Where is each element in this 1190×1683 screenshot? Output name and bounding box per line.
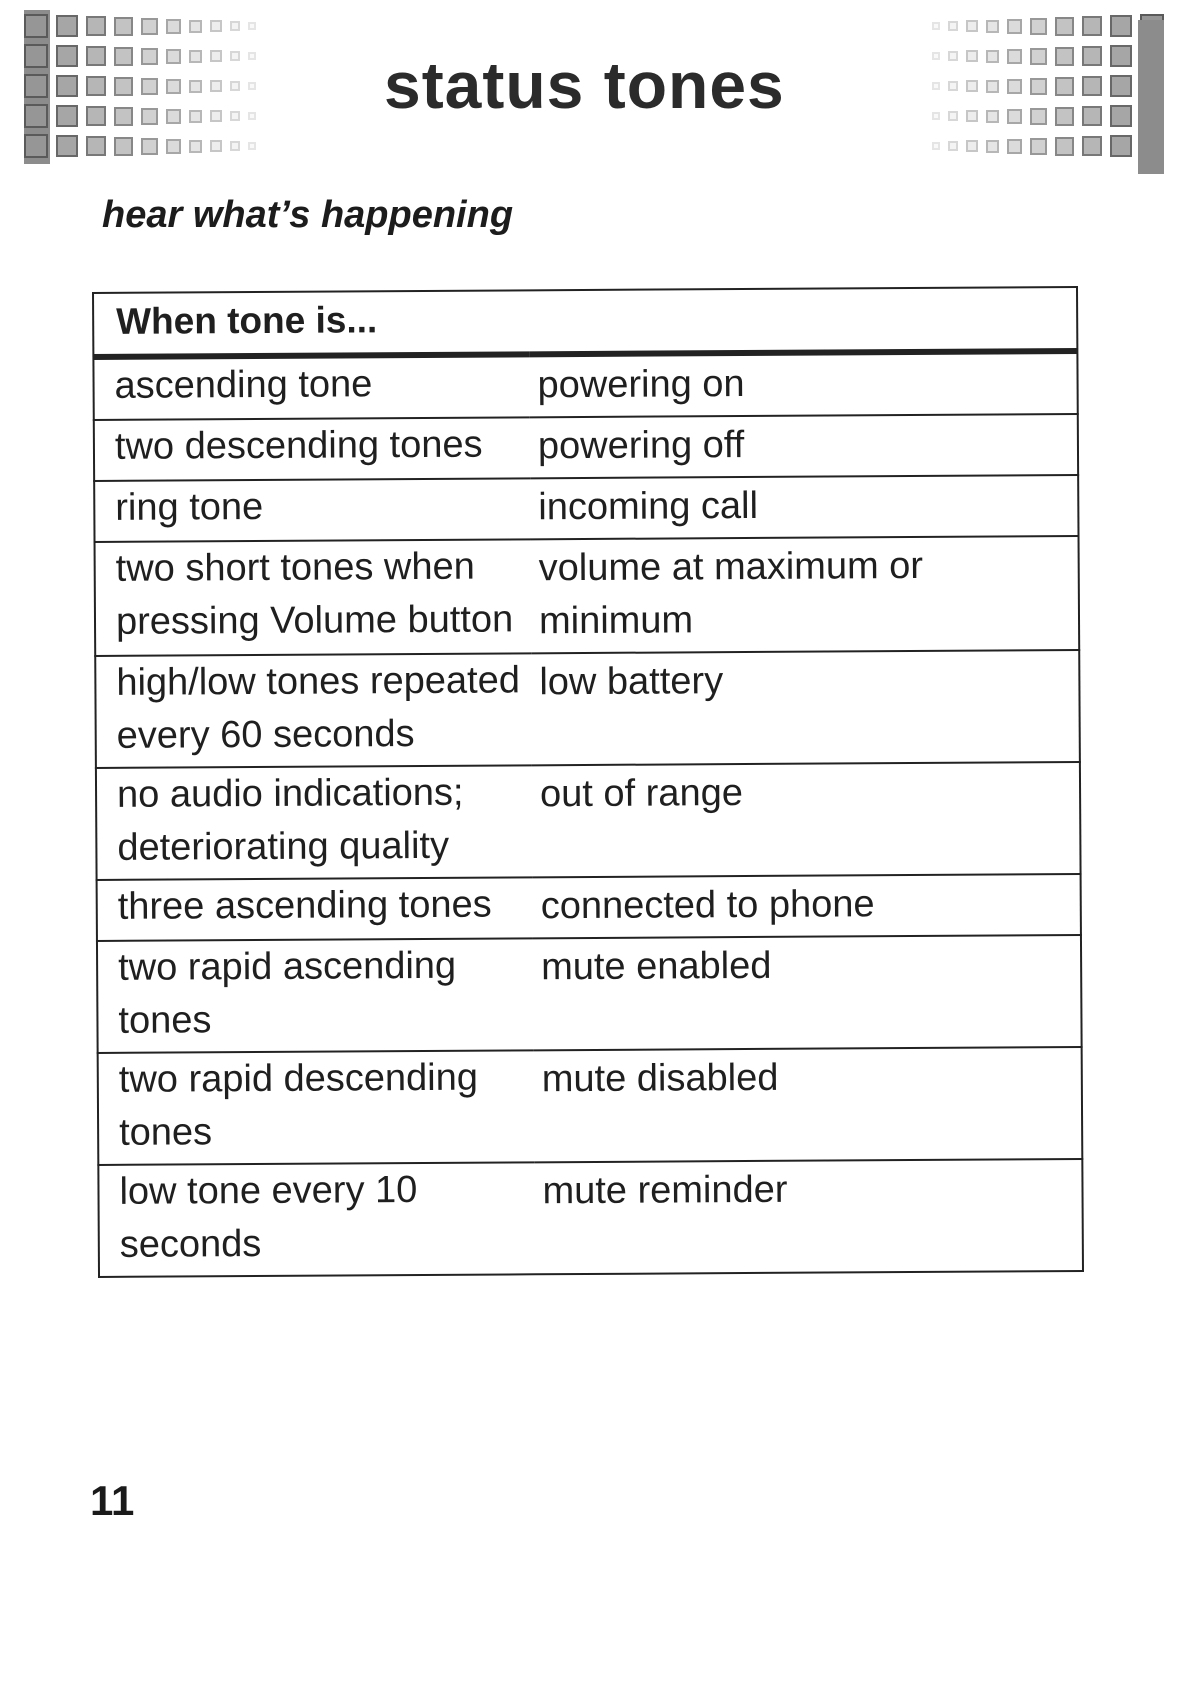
decoration-square	[1082, 106, 1102, 126]
decoration-square	[189, 80, 202, 93]
decoration-square	[189, 140, 202, 153]
decoration-square	[1007, 49, 1022, 64]
decoration-square	[932, 142, 940, 150]
decoration-square	[114, 137, 133, 156]
decoration-square	[932, 112, 940, 120]
meaning-cell: mute disabled	[534, 1047, 1083, 1162]
decoration-square	[248, 142, 256, 150]
decoration-square	[141, 78, 158, 95]
decoration-square	[948, 21, 958, 31]
decoration-square	[1055, 47, 1074, 66]
decoration-square	[932, 22, 940, 30]
decoration-square	[24, 44, 48, 68]
decoration-square	[114, 77, 133, 96]
decoration-square	[1082, 16, 1102, 36]
decoration-square	[189, 110, 202, 123]
decoration-square	[56, 135, 78, 157]
meaning-cell: low battery	[531, 650, 1080, 765]
table-row	[97, 874, 1081, 941]
decoration-square	[248, 52, 256, 60]
decoration-square	[1030, 138, 1047, 155]
table-row	[95, 650, 1080, 768]
decoration-square	[986, 140, 999, 153]
tone-cell: ascending tone	[93, 354, 529, 420]
header-square-pattern-right	[844, 14, 1164, 158]
decoration-square	[986, 20, 999, 33]
tone-cell: two rapid descending tones	[98, 1050, 535, 1165]
tone-cell: no audio indications; deteriorating quality	[96, 765, 533, 880]
decoration-row	[24, 104, 364, 128]
decoration-row	[24, 44, 364, 68]
decoration-square	[1030, 108, 1047, 125]
decoration-square	[966, 80, 978, 92]
page-header	[24, 10, 1164, 170]
decoration-square	[1007, 139, 1022, 154]
decoration-square	[966, 20, 978, 32]
meaning-cell: powering off	[530, 414, 1078, 478]
table-row	[98, 1159, 1083, 1277]
decoration-row	[24, 74, 364, 98]
decoration-square	[986, 110, 999, 123]
decoration-row	[844, 134, 1164, 158]
decoration-square	[1110, 15, 1132, 37]
decoration-row	[844, 74, 1164, 98]
decoration-square	[248, 112, 256, 120]
decoration-square	[86, 106, 106, 126]
table-header-row	[93, 287, 1077, 357]
decoration-square	[86, 16, 106, 36]
decoration-square	[189, 50, 202, 63]
decoration-square	[948, 111, 958, 121]
table-row	[93, 351, 1077, 420]
decoration-row	[24, 134, 364, 158]
decoration-square	[948, 81, 958, 91]
decoration-row	[24, 14, 364, 38]
decoration-square	[166, 139, 181, 154]
meaning-cell: connected to phone	[533, 874, 1081, 938]
decoration-square	[114, 47, 133, 66]
decoration-square	[1007, 19, 1022, 34]
decoration-square	[166, 49, 181, 64]
decoration-square	[166, 109, 181, 124]
decoration-square	[189, 20, 202, 33]
decoration-square	[932, 52, 940, 60]
table-row	[96, 762, 1081, 880]
tone-cell: two rapid ascending tones	[97, 938, 534, 1053]
decoration-square	[56, 105, 78, 127]
tone-cell: ring tone	[94, 478, 530, 542]
decoration-square	[948, 141, 958, 151]
decoration-square	[248, 82, 256, 90]
meaning-cell: mute reminder	[534, 1159, 1083, 1274]
decoration-square	[24, 74, 48, 98]
table-header-cell: When tone is...	[93, 287, 1077, 357]
decoration-square	[141, 138, 158, 155]
decoration-square	[1082, 46, 1102, 66]
tone-cell: two short tones when pressing Volume button	[95, 539, 532, 656]
page-title: status tones	[384, 48, 785, 122]
decoration-square	[166, 79, 181, 94]
decoration-square	[166, 19, 181, 34]
decoration-square	[86, 46, 106, 66]
status-tones-table	[92, 286, 1084, 1278]
decoration-square	[966, 110, 978, 122]
decoration-square	[24, 134, 48, 158]
decoration-square	[1055, 137, 1074, 156]
decoration-square	[56, 75, 78, 97]
decoration-square	[230, 21, 240, 31]
decoration-square	[1007, 109, 1022, 124]
decoration-square	[86, 136, 106, 156]
decoration-square	[230, 111, 240, 121]
decoration-square	[948, 51, 958, 61]
header-decoration-bar-right	[1138, 20, 1164, 174]
tone-cell: high/low tones repeated every 60 seconds	[95, 653, 532, 768]
decoration-square	[1082, 136, 1102, 156]
decoration-square	[1007, 79, 1022, 94]
decoration-square	[210, 110, 222, 122]
decoration-square	[24, 14, 48, 38]
page-number: 11	[90, 1477, 135, 1524]
decoration-square	[141, 48, 158, 65]
decoration-square	[1055, 17, 1074, 36]
decoration-square	[86, 76, 106, 96]
decoration-square	[966, 50, 978, 62]
decoration-square	[56, 45, 78, 67]
meaning-cell: powering on	[529, 351, 1077, 417]
section-subtitle: hear what’s happening	[102, 194, 514, 236]
decoration-square	[1030, 78, 1047, 95]
table-row	[97, 935, 1082, 1053]
decoration-square	[114, 107, 133, 126]
tone-cell: three ascending tones	[97, 877, 533, 941]
table-row	[98, 1047, 1083, 1165]
decoration-square	[230, 51, 240, 61]
meaning-cell: out of range	[532, 762, 1081, 877]
decoration-square	[230, 141, 240, 151]
decoration-square	[932, 82, 940, 90]
decoration-square	[24, 104, 48, 128]
decoration-square	[1055, 107, 1074, 126]
decoration-square	[114, 17, 133, 36]
decoration-square	[966, 140, 978, 152]
decoration-row	[844, 104, 1164, 128]
meaning-cell: incoming call	[530, 475, 1078, 539]
meaning-cell: mute enabled	[533, 935, 1082, 1050]
decoration-square	[1110, 45, 1132, 67]
decoration-square	[230, 81, 240, 91]
decoration-square	[141, 108, 158, 125]
tone-cell: two descending tones	[94, 417, 530, 481]
meaning-cell: volume at maximum or minimum	[531, 536, 1080, 653]
decoration-square	[1082, 76, 1102, 96]
decoration-square	[210, 140, 222, 152]
decoration-square	[1055, 77, 1074, 96]
decoration-square	[210, 20, 222, 32]
decoration-square	[1110, 135, 1132, 157]
decoration-square	[248, 22, 256, 30]
decoration-square	[986, 50, 999, 63]
decoration-square	[986, 80, 999, 93]
header-square-pattern-left	[24, 14, 364, 158]
decoration-square	[210, 50, 222, 62]
decoration-square	[1030, 48, 1047, 65]
decoration-row	[844, 44, 1164, 68]
decoration-row	[844, 14, 1164, 38]
table-row	[95, 536, 1080, 656]
tone-cell: low tone every 10 seconds	[98, 1162, 535, 1277]
decoration-square	[1110, 75, 1132, 97]
table-row	[94, 475, 1078, 542]
decoration-square	[141, 18, 158, 35]
decoration-square	[210, 80, 222, 92]
decoration-square	[1110, 105, 1132, 127]
decoration-square	[56, 15, 78, 37]
table-row	[94, 414, 1078, 481]
decoration-square	[1030, 18, 1047, 35]
